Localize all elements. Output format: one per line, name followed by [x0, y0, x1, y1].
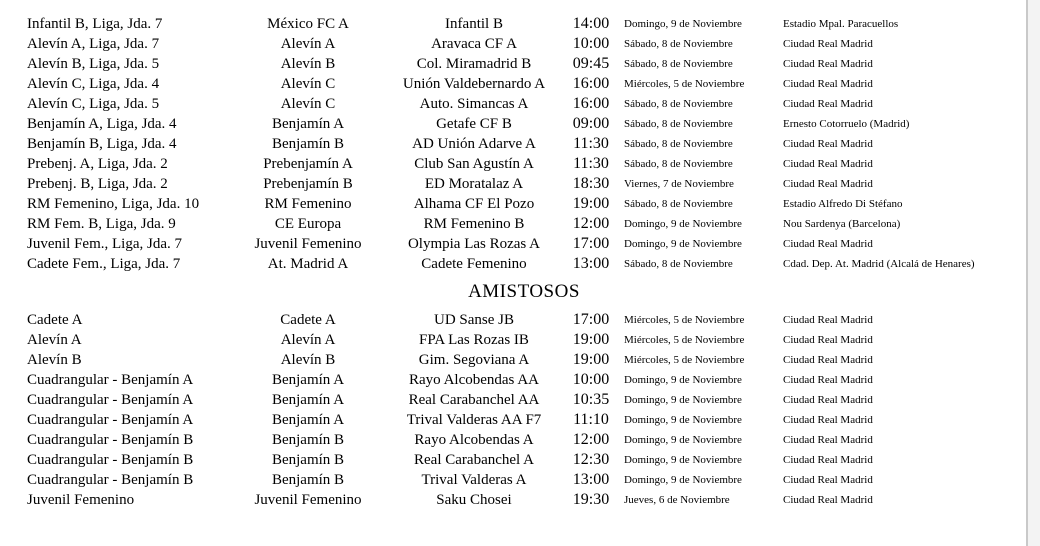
- match-date: Sábado, 8 de Noviembre: [624, 58, 733, 70]
- kickoff-time: 10:00: [572, 35, 610, 52]
- match-date: Sábado, 8 de Noviembre: [624, 258, 733, 270]
- kickoff-time: 10:35: [572, 391, 610, 408]
- match-date: Domingo, 9 de Noviembre: [624, 474, 742, 486]
- kickoff-time: 16:00: [572, 95, 610, 112]
- away-team: Aravaca CF A: [431, 36, 517, 52]
- table-row: [0, 194, 1026, 214]
- kickoff-time: 14:00: [572, 15, 610, 32]
- match-date: Domingo, 9 de Noviembre: [624, 454, 742, 466]
- table-row: [0, 490, 1026, 510]
- match-venue: Cdad. Dep. At. Madrid (Alcalá de Henares): [783, 258, 975, 270]
- match-venue: Ciudad Real Madrid: [783, 98, 873, 110]
- kickoff-time: 11:30: [573, 135, 609, 152]
- home-team: Alevín C: [280, 96, 336, 112]
- away-team: Trival Valderas AA F7: [406, 412, 542, 428]
- match-venue: Ciudad Real Madrid: [783, 494, 873, 506]
- table-row: [0, 470, 1026, 490]
- match-name: Juvenil Femenino: [27, 492, 135, 508]
- kickoff-time: 12:00: [572, 431, 610, 448]
- match-venue: Ciudad Real Madrid: [783, 78, 873, 90]
- match-name: Infantil B, Liga, Jda. 7: [27, 16, 163, 32]
- away-team: Col. Miramadrid B: [416, 56, 532, 72]
- kickoff-time: 11:30: [573, 155, 609, 172]
- match-name: Benjamín B, Liga, Jda. 4: [27, 136, 177, 152]
- away-team: Unión Valdebernardo A: [402, 76, 546, 92]
- home-team: Alevín A: [280, 332, 336, 348]
- match-name: RM Fem. B, Liga, Jda. 9: [27, 216, 176, 232]
- match-date: Jueves, 6 de Noviembre: [624, 494, 730, 506]
- away-team: Getafe CF B: [436, 116, 512, 132]
- away-team: FPA Las Rozas IB: [419, 332, 529, 348]
- match-name: Benjamín A, Liga, Jda. 4: [27, 116, 177, 132]
- kickoff-time: 10:00: [572, 371, 610, 388]
- away-team: AD Unión Adarve A: [412, 136, 536, 152]
- match-date: Miércoles, 5 de Noviembre: [624, 334, 745, 346]
- table-row: [0, 410, 1026, 430]
- away-team: UD Sanse JB: [433, 312, 514, 328]
- match-date: Miércoles, 5 de Noviembre: [624, 354, 745, 366]
- match-venue: Ciudad Real Madrid: [783, 394, 873, 406]
- table-row: [0, 254, 1026, 274]
- kickoff-time: 19:30: [572, 491, 610, 508]
- away-team: Trival Valderas A: [421, 472, 527, 488]
- home-team: At. Madrid A: [267, 256, 349, 272]
- away-team: Rayo Alcobendas A: [414, 432, 534, 448]
- match-venue: Ciudad Real Madrid: [783, 414, 873, 426]
- table-row: [0, 74, 1026, 94]
- match-date: Sábado, 8 de Noviembre: [624, 118, 733, 130]
- home-team: Benjamín B: [271, 432, 345, 448]
- match-venue: Ciudad Real Madrid: [783, 434, 873, 446]
- home-team: Benjamín B: [271, 472, 345, 488]
- match-date: Domingo, 9 de Noviembre: [624, 414, 742, 426]
- kickoff-time: 12:30: [572, 451, 610, 468]
- match-date: Sábado, 8 de Noviembre: [624, 138, 733, 150]
- kickoff-time: 13:00: [572, 471, 610, 488]
- match-name: Alevín B: [27, 352, 82, 368]
- match-venue: Estadio Alfredo Di Stéfano: [783, 198, 903, 210]
- match-date: Domingo, 9 de Noviembre: [624, 434, 742, 446]
- match-name: Cuadrangular - Benjamín A: [27, 372, 194, 388]
- home-team: Alevín A: [280, 36, 336, 52]
- kickoff-time: 19:00: [572, 331, 610, 348]
- match-venue: Ciudad Real Madrid: [783, 58, 873, 70]
- kickoff-time: 16:00: [572, 75, 610, 92]
- home-team: Benjamín A: [271, 412, 345, 428]
- match-name: Cuadrangular - Benjamín A: [27, 392, 194, 408]
- table-row: [0, 310, 1026, 330]
- match-venue: Ciudad Real Madrid: [783, 238, 873, 250]
- home-team: RM Femenino: [264, 196, 352, 212]
- table-row: [0, 370, 1026, 390]
- match-name: RM Femenino, Liga, Jda. 10: [27, 196, 200, 212]
- match-venue: Ciudad Real Madrid: [783, 314, 873, 326]
- kickoff-time: 17:00: [572, 311, 610, 328]
- match-name: Alevín C, Liga, Jda. 4: [27, 76, 160, 92]
- away-team: ED Moratalaz A: [424, 176, 524, 192]
- match-venue: Ernesto Cotorruelo (Madrid): [783, 118, 910, 130]
- table-row: [0, 14, 1026, 34]
- match-venue: Ciudad Real Madrid: [783, 138, 873, 150]
- kickoff-time: 19:00: [572, 195, 610, 212]
- away-team: Saku Chosei: [436, 492, 512, 508]
- match-venue: Estadio Mpal. Paracuellos: [783, 18, 899, 30]
- home-team: Juvenil Femenino: [254, 236, 362, 252]
- match-date: Sábado, 8 de Noviembre: [624, 38, 733, 50]
- home-team: CE Europa: [274, 216, 342, 232]
- table-row: [0, 330, 1026, 350]
- match-date: Domingo, 9 de Noviembre: [624, 238, 742, 250]
- match-name: Cuadrangular - Benjamín B: [27, 452, 194, 468]
- match-name: Alevín A, Liga, Jda. 7: [27, 36, 160, 52]
- page-gutter: [1028, 0, 1040, 546]
- table-row: [0, 174, 1026, 194]
- match-date: Miércoles, 5 de Noviembre: [624, 78, 745, 90]
- kickoff-time: 13:00: [572, 255, 610, 272]
- match-name: Cuadrangular - Benjamín B: [27, 472, 194, 488]
- table-row: [0, 430, 1026, 450]
- away-team: Auto. Simancas A: [419, 96, 529, 112]
- away-team: Gim. Segoviana A: [418, 352, 530, 368]
- match-venue: Ciudad Real Madrid: [783, 38, 873, 50]
- match-date: Domingo, 9 de Noviembre: [624, 374, 742, 386]
- home-team: Cadete A: [280, 312, 336, 328]
- kickoff-time: 17:00: [572, 235, 610, 252]
- match-date: Sábado, 8 de Noviembre: [624, 198, 733, 210]
- away-team: Rayo Alcobendas AA: [409, 372, 539, 388]
- friendlies-heading: AMISTOSOS: [468, 281, 580, 302]
- match-name: Cadete Fem., Liga, Jda. 7: [27, 256, 181, 272]
- match-date: Sábado, 8 de Noviembre: [624, 98, 733, 110]
- table-row: [0, 34, 1026, 54]
- home-team: Benjamín B: [271, 136, 345, 152]
- away-team: Real Carabanchel A: [414, 452, 534, 468]
- kickoff-time: 18:30: [572, 175, 610, 192]
- away-team: Real Carabanchel AA: [408, 392, 540, 408]
- match-name: Prebenj. A, Liga, Jda. 2: [27, 156, 168, 172]
- home-team: Benjamín A: [271, 116, 345, 132]
- match-date: Sábado, 8 de Noviembre: [624, 158, 733, 170]
- home-team: Alevín C: [280, 76, 336, 92]
- match-name: Cadete A: [27, 312, 83, 328]
- kickoff-time: 11:10: [573, 411, 609, 428]
- match-venue: Ciudad Real Madrid: [783, 454, 873, 466]
- away-team: RM Femenino B: [423, 216, 525, 232]
- match-venue: Ciudad Real Madrid: [783, 474, 873, 486]
- match-name: Cuadrangular - Benjamín A: [27, 412, 194, 428]
- home-team: Benjamín A: [271, 392, 345, 408]
- away-team: Cadete Femenino: [421, 256, 527, 272]
- home-team: Prebenjamín B: [263, 176, 353, 192]
- home-team: Alevín B: [280, 56, 336, 72]
- match-venue: Ciudad Real Madrid: [783, 158, 873, 170]
- match-name: Cuadrangular - Benjamín B: [27, 432, 194, 448]
- table-row: [0, 114, 1026, 134]
- match-name: Alevín C, Liga, Jda. 5: [27, 96, 160, 112]
- table-row: [0, 450, 1026, 470]
- match-date: Miércoles, 5 de Noviembre: [624, 314, 745, 326]
- match-venue: Ciudad Real Madrid: [783, 354, 873, 366]
- table-row: [0, 350, 1026, 370]
- home-team: Benjamín A: [271, 372, 345, 388]
- kickoff-time: 12:00: [572, 215, 610, 232]
- away-team: Olympia Las Rozas A: [407, 236, 541, 252]
- away-team: Club San Agustín A: [414, 156, 534, 172]
- home-team: Juvenil Femenino: [254, 492, 362, 508]
- home-team: Prebenjamín A: [263, 156, 353, 172]
- match-date: Domingo, 9 de Noviembre: [624, 18, 742, 30]
- match-date: Domingo, 9 de Noviembre: [624, 394, 742, 406]
- home-team: México FC A: [267, 16, 349, 32]
- kickoff-time: 09:00: [572, 115, 610, 132]
- match-name: Juvenil Fem., Liga, Jda. 7: [27, 236, 182, 252]
- match-venue: Ciudad Real Madrid: [783, 178, 873, 190]
- table-row: [0, 214, 1026, 234]
- away-team: Infantil B: [445, 16, 503, 32]
- table-row: [0, 154, 1026, 174]
- home-team: Alevín B: [280, 352, 336, 368]
- table-row: [0, 54, 1026, 74]
- match-name: Prebenj. B, Liga, Jda. 2: [27, 176, 168, 192]
- table-row: [0, 234, 1026, 254]
- match-venue: Ciudad Real Madrid: [783, 374, 873, 386]
- table-row: [0, 134, 1026, 154]
- match-name: Alevín B, Liga, Jda. 5: [27, 56, 160, 72]
- kickoff-time: 19:00: [572, 351, 610, 368]
- match-date: Domingo, 9 de Noviembre: [624, 218, 742, 230]
- match-name: Alevín A: [27, 332, 82, 348]
- match-venue: Nou Sardenya (Barcelona): [783, 218, 901, 230]
- table-row: [0, 94, 1026, 114]
- table-row: [0, 390, 1026, 410]
- match-date: Viernes, 7 de Noviembre: [624, 178, 734, 190]
- match-venue: Ciudad Real Madrid: [783, 334, 873, 346]
- kickoff-time: 09:45: [572, 55, 610, 72]
- away-team: Alhama CF El Pozo: [413, 196, 535, 212]
- home-team: Benjamín B: [271, 452, 345, 468]
